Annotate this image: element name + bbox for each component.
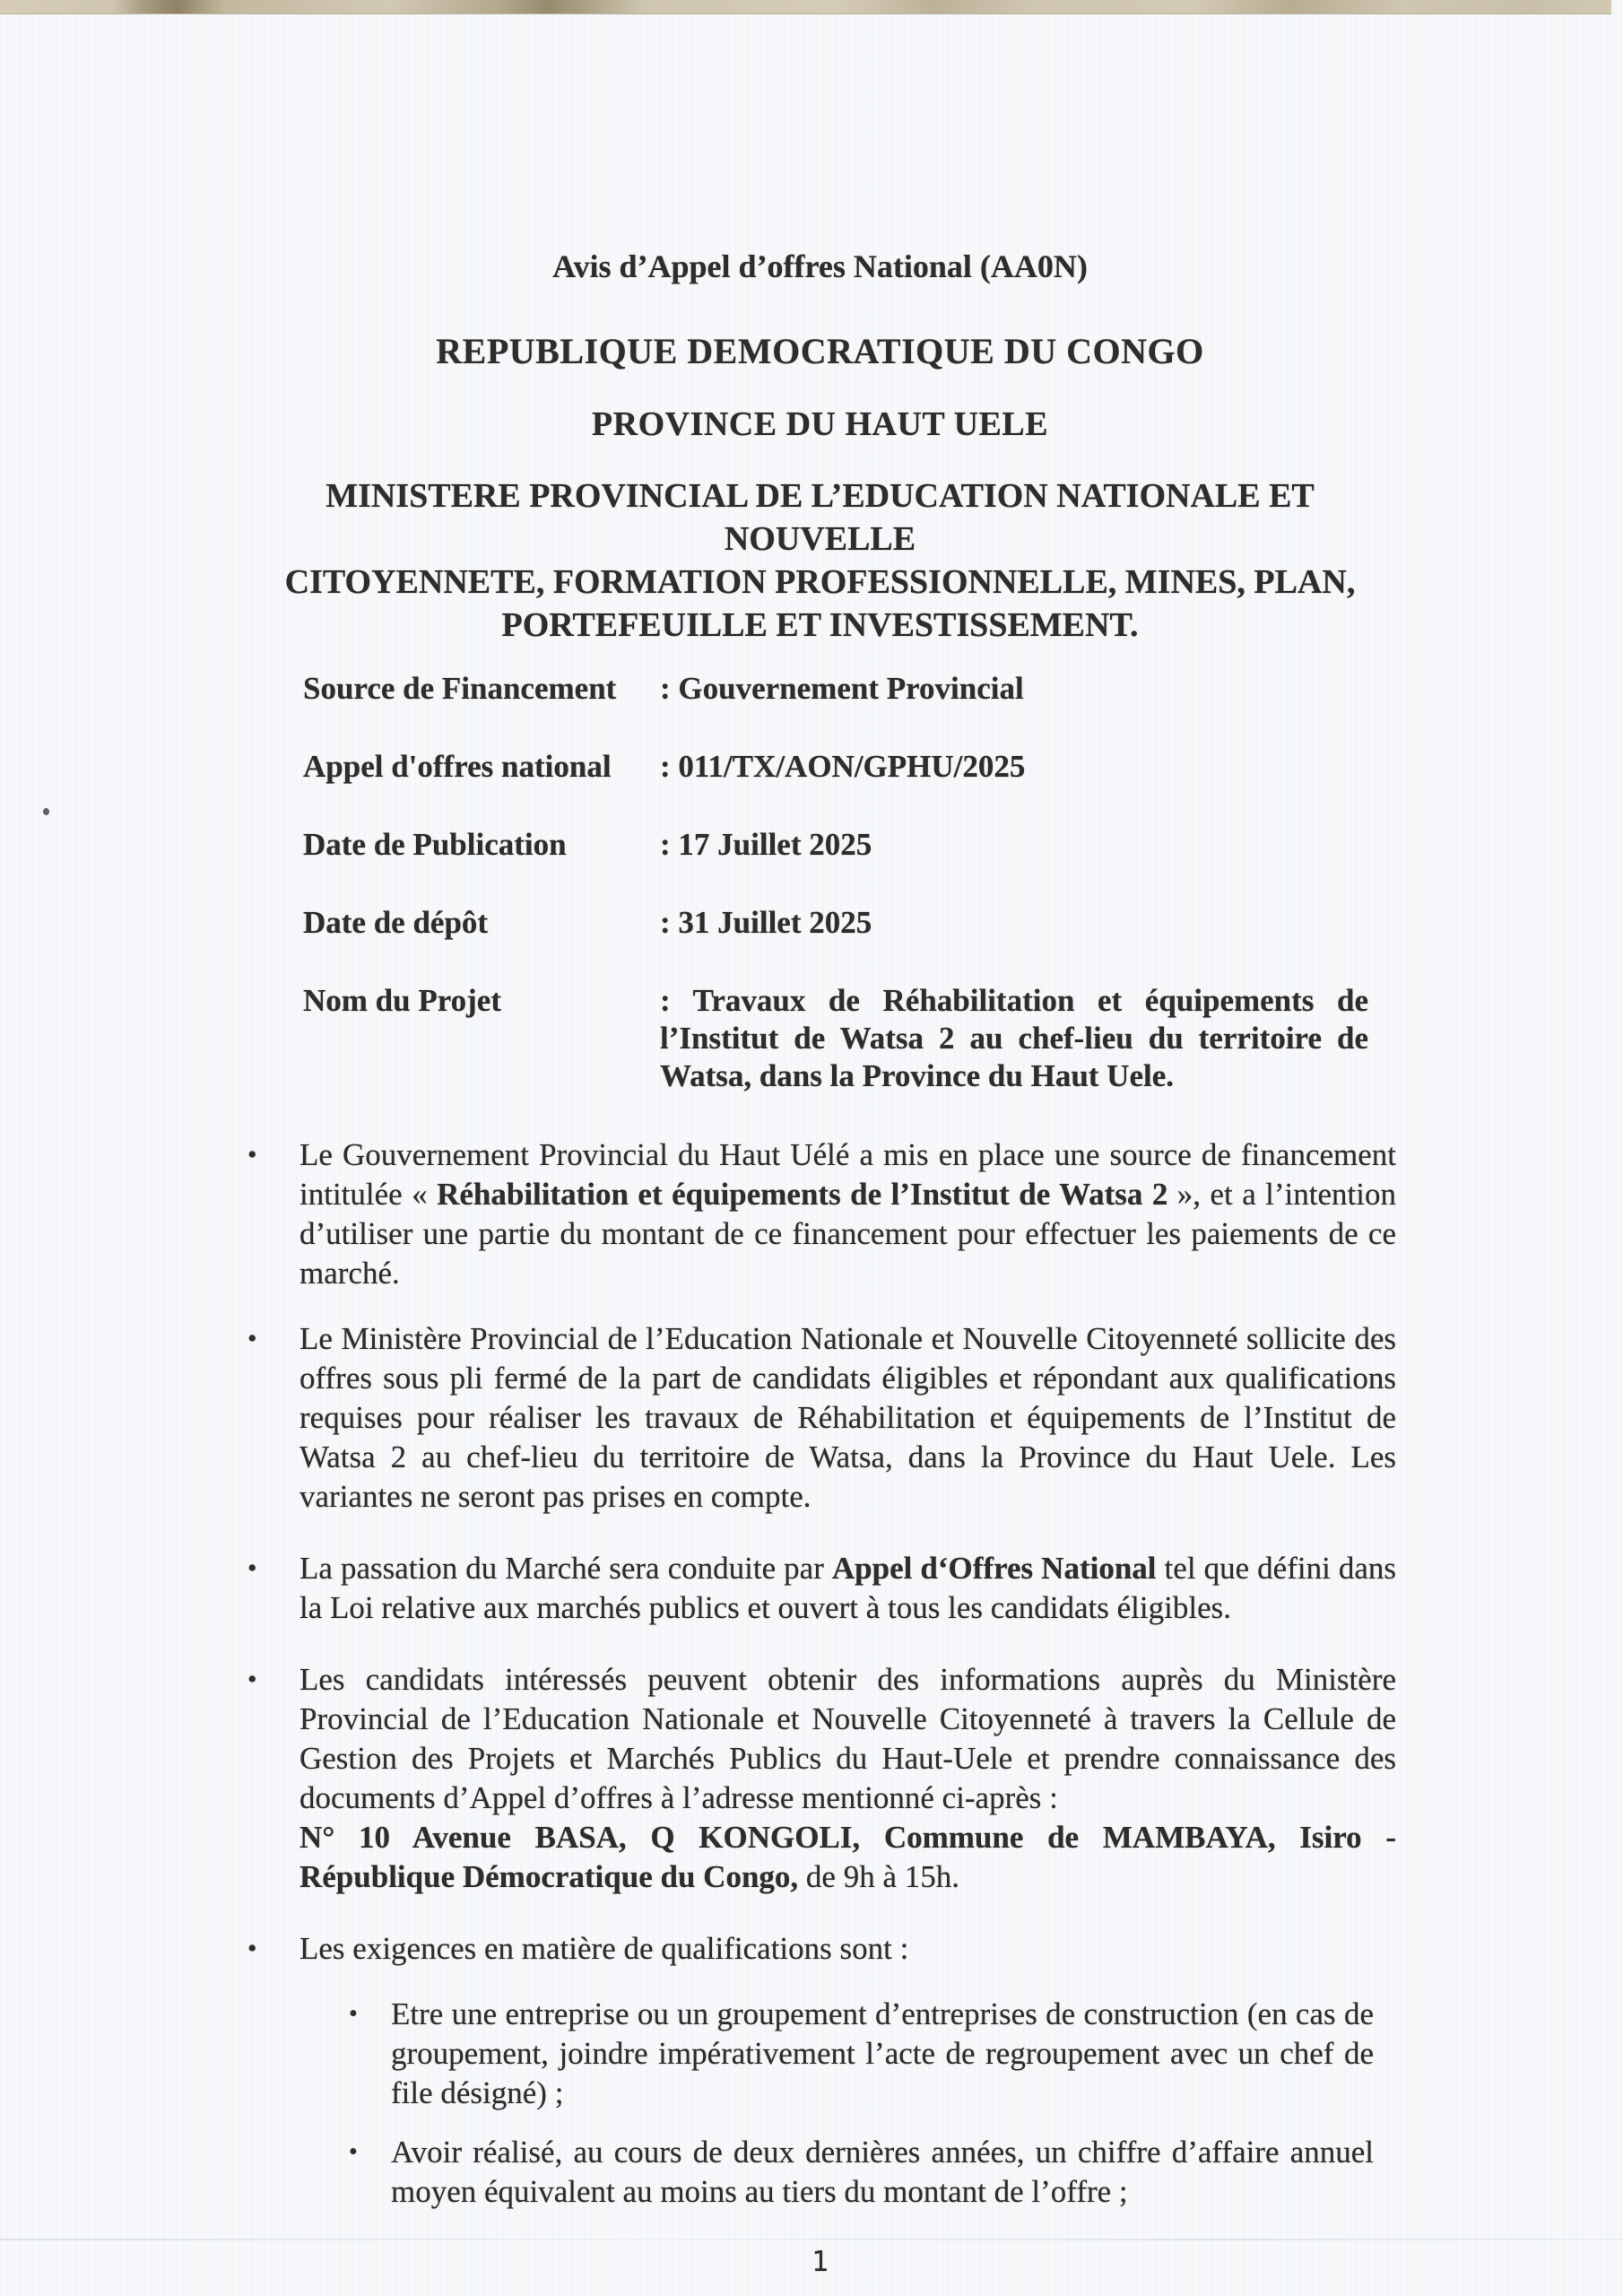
bullet-procurement-method-paragraph [244,1549,1396,1628]
sub-bullet-text: Etre une entreprise ou un groupement d’entreprises de construction (en cas de groupement, joindre impérativement l’acte de regroupement avec un chef de file désigné) ; [391,1996,1374,2110]
ink-speck [43,808,49,815]
province-heading: PROVINCE DU HAUT UELE [591,405,1049,443]
field-row-financing-source [303,670,1396,708]
ministry-heading-line-3: PORTEFEUILLE ET INVESTISSEMENT. [501,606,1139,644]
bullet-list [244,1135,1396,2212]
page-number: 1 [812,2246,829,2278]
bullet-text: Les candidats intéressés peuvent obtenir des informations auprès du Ministère Provincial de l’Education Nationale et Nouvelle Citoyenneté à travers la Cellule de Gestion des Projets et Marchés Publics du Haut-Uele et prendre connaissance des documents d’Appel d’offres à l’adresse mentionné ci-après : N° 10 Avenue BASA, Q KONGOLI, Commune de MAMBAYA, Isiro - République Démocratique du Congo, de 9h à 15h. [299,1662,1396,1894]
bullet-icon: • [247,1324,257,1353]
field-label: Nom du Projet [303,983,501,1018]
ministry-heading-line-2: CITOYENNETE, FORMATION PROFESSIONNELLE, MINES, PLAN, [284,563,1356,601]
summary-fields [303,670,1396,1095]
field-label: Appel d'offres national [303,749,612,784]
bullet-icon: • [247,1553,257,1583]
bullet-icon: • [349,2138,358,2166]
qualification-sub-list [345,1995,1396,2212]
field-value: : 17 Juillet 2025 [660,827,872,862]
bullet-text: Le Gouvernement Provincial du Haut Uélé a mis en place une source de financement intitulée « Réhabilitation et équipements de l’Institut de Watsa 2 », et a l’intention d’utiliser une partie du montant de ce financement pour effectuer les paiements de ce marché. [299,1137,1396,1291]
sub-bullet-enterprise-requirement [345,1995,1396,2113]
bullet-text: Le Ministère Provincial de l’Education Nationale et Nouvelle Citoyenneté sollicite des offres sous pli fermé de la part de candidats éligibles et répondant aux qualifications requises pour réaliser les travaux de Réhabilitation et équipements de l’Institut de Watsa 2 au chef-lieu du territoire de Watsa, dans la Province du Haut Uele. Les variantes ne seront pas prises en compte. [299,1321,1396,1514]
document-content [244,0,1396,2278]
field-value: : Gouvernement Provincial [660,671,1024,706]
bullet-text: Les exigences en matière de qualifications sont : [299,1931,909,1966]
field-row-tender-number [303,748,1396,786]
bullet-icon: • [247,1665,257,1694]
bullet-information-address-paragraph [244,1660,1396,1897]
bullet-icon: • [247,1934,257,1963]
ministry-heading [244,474,1396,647]
field-label: Date de Publication [303,827,567,862]
bullet-financing-paragraph [244,1135,1396,1293]
field-value: : 011/TX/AON/GPHU/2025 [660,749,1026,784]
country-heading: REPUBLIQUE DEMOCRATIQUE DU CONGO [436,331,1204,371]
bullet-text: La passation du Marché sera conduite par Appel d‘Offres National tel que défini dans la Loi relative aux marchés publics et ouvert à tous les candidats éligibles. [299,1551,1396,1625]
field-row-deposit-date [303,904,1396,942]
bullet-icon: • [247,1140,257,1170]
field-label: Date de dépôt [303,905,489,940]
paper-crease-line [0,2239,1623,2240]
field-value: : Travaux de Réhabilitation et équipements de l’Institut de Watsa 2 au chef-lieu du territoire de Watsa, dans la Province du Haut Uele. [660,983,1368,1093]
document-title: Avis d’Appel d’offres National (AA0N) [552,248,1088,284]
bullet-icon: • [349,2000,358,2028]
sub-bullet-text: Avoir réalisé, au cours de deux dernières années, un chiffre d’affaire annuel moyen équivalent au moins au tiers du montant de l’offre ; [391,2135,1374,2209]
field-row-publication-date [303,826,1396,864]
field-row-project-name [303,982,1396,1095]
bullet-qualifications-intro [244,1929,1396,1969]
field-label: Source de Financement [303,671,617,706]
bullet-solicitation-paragraph [244,1319,1396,1517]
ministry-heading-line-1: MINISTERE PROVINCIAL DE L’EDUCATION NATIONALE ET NOUVELLE [325,477,1315,558]
sub-bullet-turnover-requirement [345,2133,1396,2212]
field-value: : 31 Juillet 2025 [660,905,872,940]
